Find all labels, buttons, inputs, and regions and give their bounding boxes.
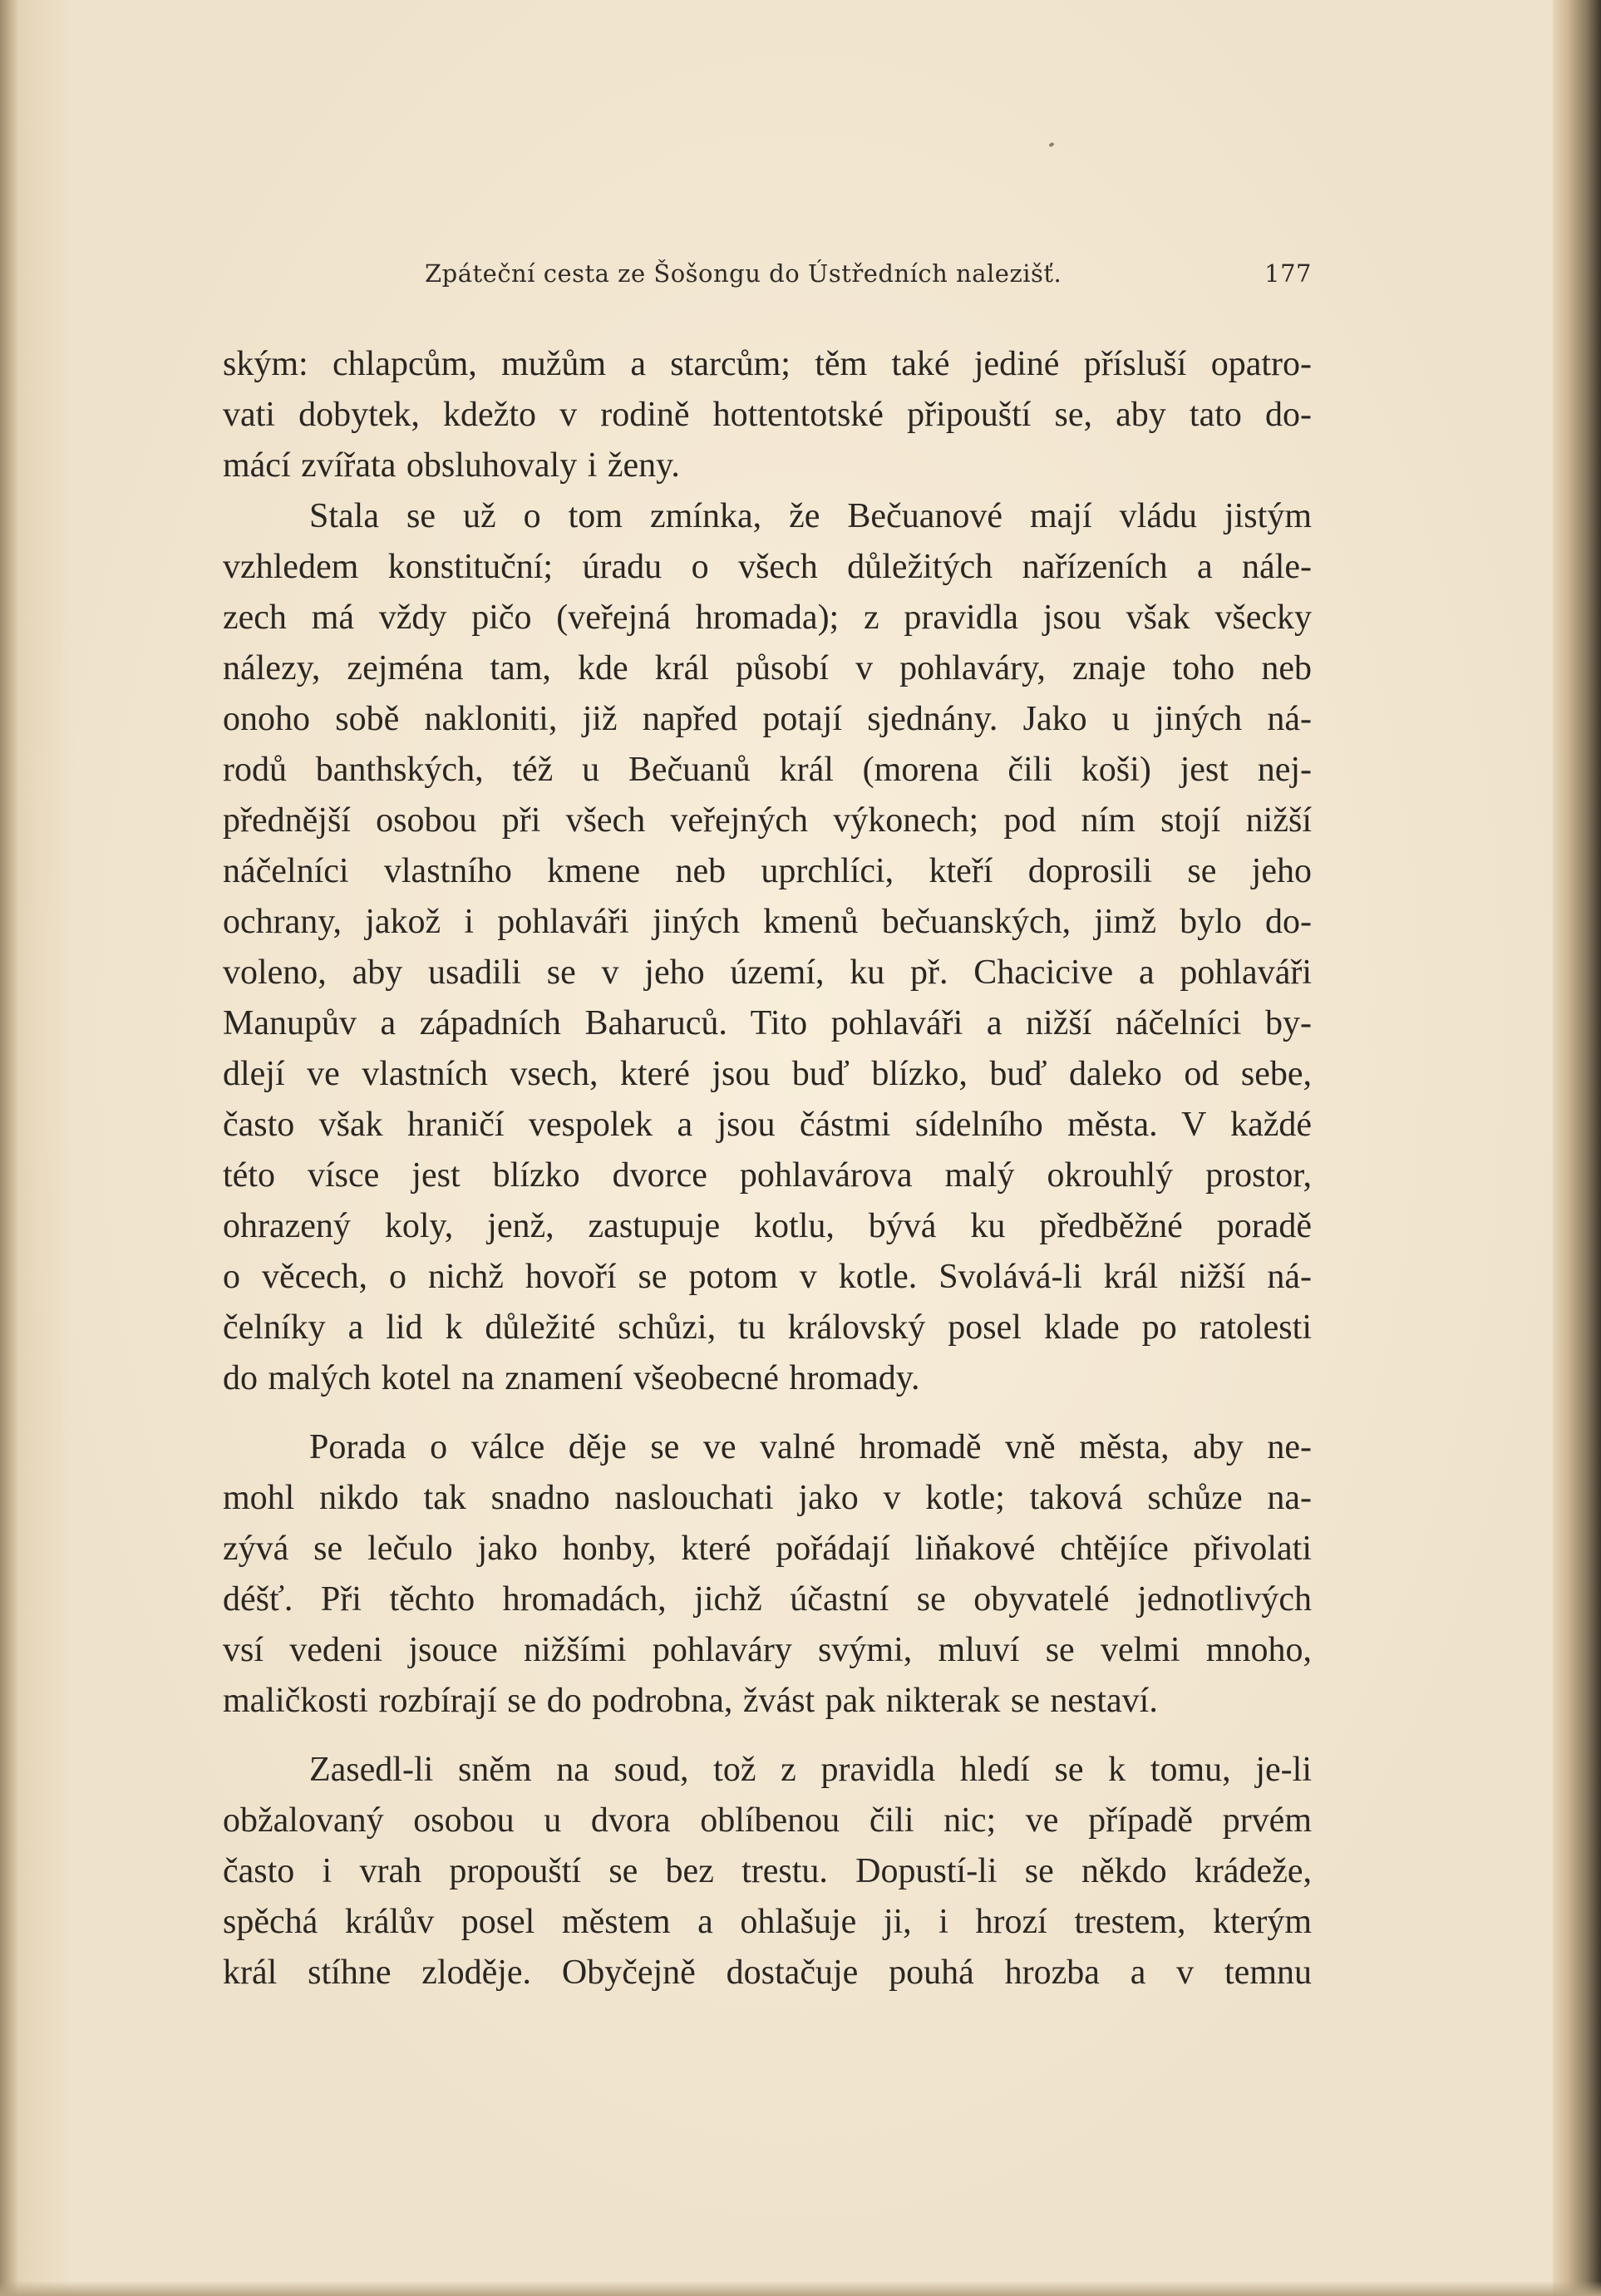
body-text [223,339,1312,1998]
page-right-edge [1553,0,1601,2296]
paragraph-gap [223,1404,1312,1422]
page-number: 177 [1264,259,1312,288]
text-line: Zasedl-li sněm na soud, tož z pravidla hledí se k tomu, je-li [309,1751,1312,1789]
text-line: ochrany, jakož i pohlaváři jiných kmenů bečuanských, jimž bylo do- [223,903,1312,941]
text-line: přednější osobou při všech veřejných výkonech; pod ním stojí nižší [223,801,1312,840]
text-line: mácí zvířata obsluhovaly i ženy. [223,446,680,485]
text-line: o věcech, o nichž hovoří se potom v kotle. Svolává-li král nižší ná- [223,1258,1312,1296]
text-line: spěchá králův posel městem a ohlašuje ji, i hrozí trestem, kterým [223,1903,1312,1941]
text-line: ským: chlapcům, mužům a starcům; těm také jediné přísluší opatro- [223,345,1312,383]
text-line: čelníky a lid k důležité schůzi, tu královský posel klade po ratolesti [223,1308,1312,1347]
text-line: vzhledem konstituční; úradu o všech důležitých nařízeních a nále- [223,548,1312,586]
text-line: obžalovaný osobou u dvora oblíbenou čili nic; ve případě prvém [223,1801,1312,1840]
text-line: Manupův a západních Baharuců. Tito pohlaváři a nižší náčelníci by- [223,1004,1312,1042]
paragraph-gap [223,1727,1312,1745]
ink-speck [1048,142,1054,147]
text-line: Porada o válce děje se ve valné hromadě vně města, aby ne- [309,1428,1312,1466]
text-line: náčelníci vlastního kmene neb uprchlíci, kteří doprosili se jeho [223,852,1312,890]
text-line: zývá se lečulo jako honby, které pořádají liňakové chtějíce přivolati [223,1530,1312,1568]
text-line: déšť. Při těchto hromadách, jichž účastní se obyvatelé jednotlivých [223,1580,1312,1619]
text-line: často i vrah propouští se bez trestu. Dopustí-li se někdo krádeže, [223,1852,1312,1890]
running-head-title: Zpáteční cesta ze Šošongu do Ústředních nalezišť. [425,259,1062,288]
text-line: ohrazený koly, jenž, zastupuje kotlu, bývá ku předběžné poradě [223,1207,1312,1245]
text-line: mohl nikdo tak snadno naslouchati jako v kotle; taková schůze na- [223,1479,1312,1517]
text-line: rodů banthských, též u Bečuanů král (morena čili koši) jest nej- [223,751,1312,789]
text-line: této vísce jest blízko dvorce pohlavárova malý okrouhlý prostor, [223,1156,1312,1195]
text-line: král stíhne zloděje. Obyčejně dostačuje pouhá hrozba a v temnu [223,1954,1312,1992]
text-line: onoho sobě nakloniti, již napřed potají sjednány. Jako u jiných ná- [223,700,1312,738]
page-bottom-edge [0,2281,1601,2296]
text-line: zech má vždy pičo (veřejná hromada); z pravidla jsou však všecky [223,599,1312,637]
text-line: voleno, aby usadili se v jeho území, ku př. Chacicive a pohlaváři [223,953,1312,992]
text-line: Stala se už o tom zmínka, že Bečuanové mají vládu jistým [309,497,1312,535]
running-head [223,254,1312,293]
text-line: často však hraničí vespolek a jsou částmi sídelního města. V každé [223,1106,1312,1144]
page-binding-edge [0,0,18,2296]
text-line: vsí vedeni jsouce nižšími pohlaváry svými, mluví se velmi mnoho, [223,1631,1312,1669]
text-line: vati dobytek, kdežto v rodině hottentotské připouští se, aby tato do- [223,396,1312,434]
text-line: dlejí ve vlastních vsech, které jsou buď blízko, buď daleko od sebe, [223,1055,1312,1093]
text-line: do malých kotel na znamení všeobecné hromady. [223,1359,920,1397]
text-line: nálezy, zejména tam, kde král působí v pohlaváry, znaje toho neb [223,649,1312,687]
text-line: maličkosti rozbírají se do podrobna, žvást pak nikterak se nestaví. [223,1682,1158,1720]
